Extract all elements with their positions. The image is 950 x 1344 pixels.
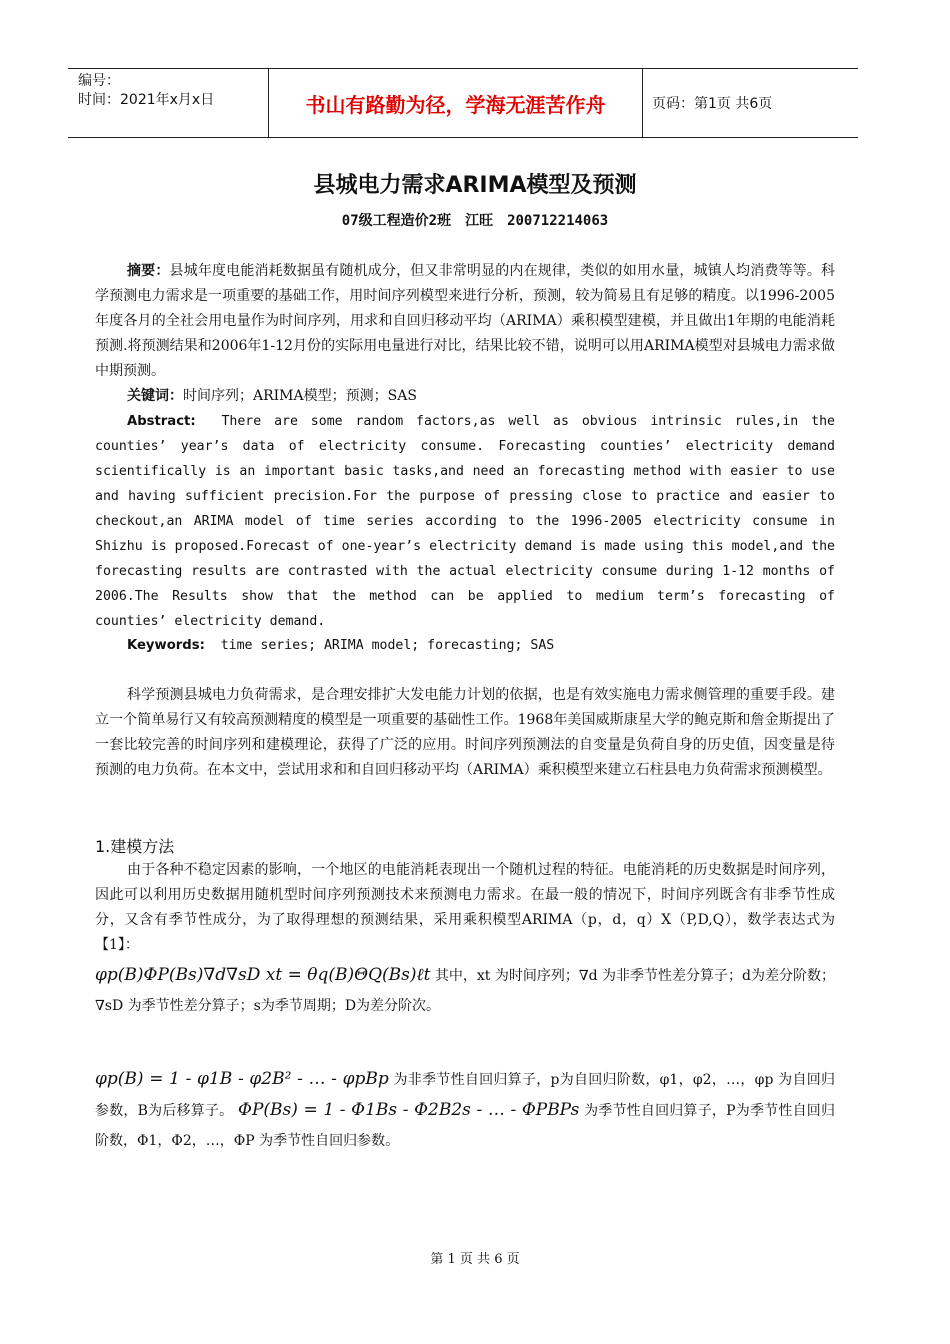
equation-2-block [95, 1064, 835, 1156]
header-page-label: 页码：第1页 共6页 [652, 96, 773, 112]
header-divider [642, 69, 643, 137]
paper-title: 县城电力需求ARIMA模型及预测 [313, 173, 637, 198]
equation-3: ΦP(Bs) = 1 - Φ1Bs - Φ2B2s - … - ΦPBPs [238, 1100, 580, 1120]
header-meta [78, 72, 214, 110]
header-motto: 书山有路勤为径，学海无涯苦作舟 [305, 93, 606, 117]
equation-1-description: 其中，xt 为时间序列；∇d 为非季节性差分算子；d为差分阶数；∇sD 为季节性差分算子；s为季节周期；D为差分阶次。 [95, 968, 835, 1014]
page-header [68, 68, 858, 138]
equation-2-description: 为非季节性自回归算子，p为自回归阶数，φ1，φ2，…，φp 为自回归参数，B为后移算子。 [95, 1072, 835, 1119]
paper-author: 07级工程造价2班 江旺 200712214063 [341, 213, 609, 229]
number-label: 编号： [78, 73, 120, 89]
section-heading: 1.建模方法 [95, 837, 175, 856]
keywords-en-label: Keywords: [127, 638, 205, 653]
equation-2: φp(B) = 1 - φ1B - φ2B² - … - φpBp [95, 1069, 389, 1089]
equation-3-description: 为季节性自回归算子，P为季节性自回归阶数，Φ1，Φ2，…，ΦP 为季节性自回归参数。 [95, 1103, 836, 1149]
date-label: 时间：2021年x月x日 [78, 92, 215, 108]
section1-paragraph: 由于各种不稳定因素的影响，一个地区的电能消耗表现出一个随机过程的特征。电能消耗的历史数据是时间序列，因此可以利用历史数据用随机型时间序列预测技术来预测电力需求。在最一般的情况下，时间序列既含有非季节性成分，又含有季节性成分，为了取得理想的预测结果，采用乘积模型ARIMA（p，d，q）X（P,D,Q），数学表达式为【1】： [95, 862, 835, 953]
intro-paragraph: 科学预测县城电力负荷需求，是合理安排扩大发电能力计划的依据，也是有效实施电力需求侧管理的重要手段。建立一个简单易行又有较高预测精度的模型是一项重要的基础性工作。1968年美国威斯康星大学的鲍克斯和詹金斯提出了一套比较完善的时间序列和建模理论，获得了广泛的应用。时间序列预测法的自变量是负荷自身的历史值，因变量是待预测的电力负荷。在本文中，尝试用求和和自回归移动平均（ARIMA）乘积模型来建立石柱县电力负荷需求预测模型。 [95, 687, 835, 778]
keywords-en [95, 633, 835, 658]
abstract-cn-text: 县城年度电能消耗数据虽有随机成分，但又非常明显的内在规律，类似的如用水量，城镇人均消费等等。科学预测电力需求是一项重要的基础工作，用时间序列模型来进行分析，预测，较为简易且有足够的精度。以1996-2005年度各月的全社会用电量作为时间序列，用求和自回归移动平均（ARIMA）乘积模型建模，并且做出1年期的电能消耗预测.将预测结果和2006年1-12月份的实际用电量进行对比，结果比较不错，说明可以用ARIMA模型对县城电力需求做中期预测。 [95, 263, 836, 379]
page-footer: 第 1 页 共 6 页 [430, 1252, 520, 1267]
abstract-cn-label: 摘要： [127, 263, 170, 279]
keywords-cn-label: 关键词： [127, 388, 183, 404]
keywords-cn [95, 384, 835, 409]
keywords-en-text: time series; ARIMA model; forecasting; SAS [220, 638, 555, 653]
equation-1-block [95, 960, 835, 1021]
abstract-cn [95, 259, 835, 384]
keywords-cn-text: 时间序列；ARIMA模型；预测；SAS [183, 388, 417, 404]
abstract-en [95, 409, 835, 634]
equation-1: φp(B)ΦP(Bs)∇d∇sD xt = θq(B)ΘQ(Bs)ℓt [95, 965, 431, 985]
abstract-en-text: There are some random factors,as well as obvious intrinsic rules,in the counties’ year’s data of electricity consume. Forecasting counties’ electricity demand scientifically is an important basic tasks,and need an forecasting method with easier to use and having sufficient precision.For the purpose of pressing close to practice and easier to checkout,an ARIMA model of time series according to the 1996-2005 electricity consume in Shizhu is proposed.Forecast of one-year’s electricity demand is made using this model,and the forecasting results are contrasted with the actual electricity consume during 1-12 months of 2006.The Results show that the method can be applied to medium term’s forecasting of counties’ electricity demand. [95, 414, 835, 629]
abstract-en-label: Abstract: [127, 414, 196, 429]
